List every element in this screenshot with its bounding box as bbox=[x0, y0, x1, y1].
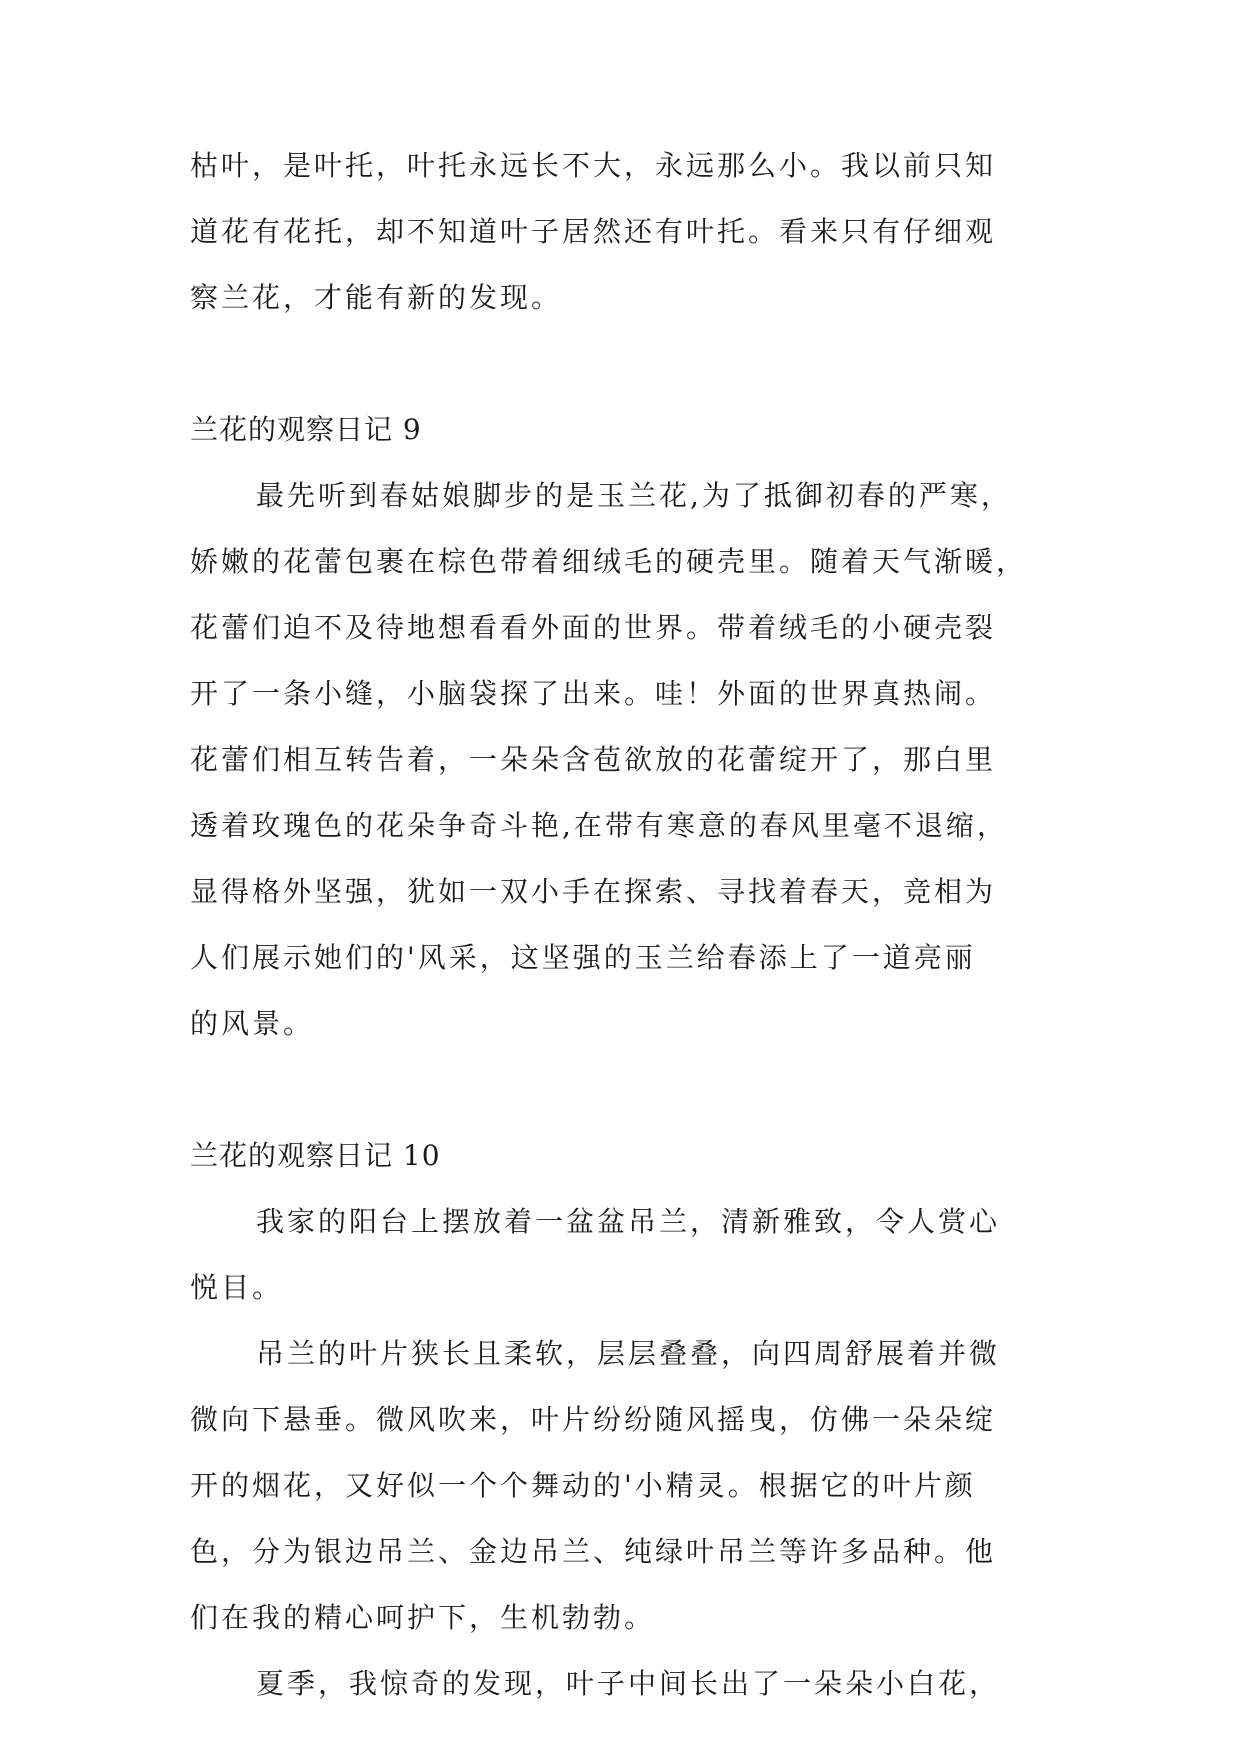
paragraph-line: 们在我的精心呵护下，生机勃勃。 bbox=[190, 1601, 656, 1634]
paragraph-line: 娇嫩的花蕾包裹在棕色带着细绒毛的硬壳里。随着天气渐暖， bbox=[190, 545, 1028, 578]
paragraph-line: 我家的阳台上摆放着一盆盆吊兰，清新雅致，令人赏心 bbox=[256, 1205, 1001, 1238]
section-title-10: 兰花的观察日记 10 bbox=[190, 1139, 441, 1172]
paragraph-line: 吊兰的叶片狭长且柔软，层层叠叠，向四周舒展着并微 bbox=[256, 1337, 1001, 1370]
paragraph-line: 夏季，我惊奇的发现，叶子中间长出了一朵朵小白花， bbox=[256, 1667, 1001, 1700]
paragraph-line: 的风景。 bbox=[190, 1007, 315, 1040]
paragraph-line: 最先听到春姑娘脚步的是玉兰花,为了抵御初春的严寒， bbox=[256, 479, 1012, 512]
paragraph-line: 微向下悬垂。微风吹来，叶片纷纷随风摇曳，仿佛一朵朵绽 bbox=[190, 1403, 997, 1436]
paragraph-line: 悦目。 bbox=[190, 1271, 284, 1304]
paragraph-line: 花蕾们相互转告着，一朵朵含苞欲放的花蕾绽开了，那白里 bbox=[190, 743, 997, 776]
section-title-9: 兰花的观察日记 9 bbox=[190, 413, 422, 446]
paragraph-line: 花蕾们迫不及待地想看看外面的世界。带着绒毛的小硬壳裂 bbox=[190, 611, 997, 644]
paragraph-line: 开的烟花，又好似一个个舞动的'小精灵。根据它的叶片颜 bbox=[190, 1469, 976, 1502]
paragraph-line: 开了一条小缝，小脑袋探了出来。哇！外面的世界真热闹。 bbox=[190, 677, 997, 710]
paragraph-line: 色，分为银边吊兰、金边吊兰、纯绿叶吊兰等许多品种。他 bbox=[190, 1535, 997, 1568]
paragraph-line: 显得格外坚强，犹如一双小手在探索、寻找着春天，竞相为 bbox=[190, 875, 997, 908]
paragraph-line: 枯叶，是叶托，叶托永远长不大，永远那么小。我以前只知 bbox=[190, 149, 997, 182]
paragraph-line: 道花有花托，却不知道叶子居然还有叶托。看来只有仔细观 bbox=[190, 215, 997, 248]
paragraph-line: 察兰花，才能有新的发现。 bbox=[190, 281, 563, 314]
paragraph-line: 透着玫瑰色的花朵争奇斗艳,在带有寒意的春风里毫不退缩， bbox=[190, 809, 1008, 842]
paragraph-line: 人们展示她们的'风采，这坚强的玉兰给春添上了一道亮丽 bbox=[190, 941, 976, 974]
